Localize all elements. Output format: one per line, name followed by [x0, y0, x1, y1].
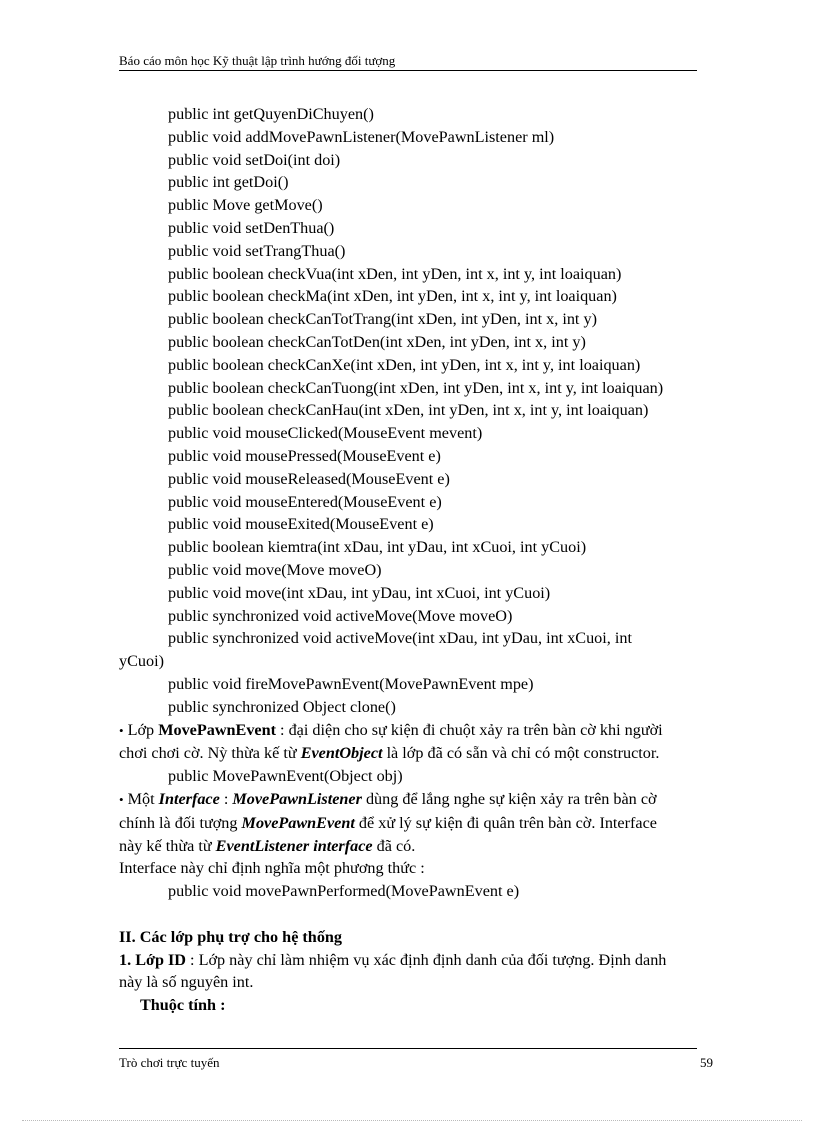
method-line: public int getQuyenDiChuyen() [168, 105, 374, 123]
method-line: public boolean checkMa(int xDen, int yDen, int x, int y, int loaiquan) [168, 287, 617, 306]
method-line: public synchronized void activeMove(Move moveO) [168, 606, 513, 625]
page-edge-divider [22, 1120, 802, 1121]
method-line: public boolean checkCanTotTrang(int xDen, int yDen, int x, int y) [168, 310, 597, 329]
method-line: public void fireMovePawnEvent(MovePawnEvent mpe) [168, 674, 534, 693]
subheading: Thuộc tính : [140, 996, 226, 1015]
method-line: public synchronized Object clone() [168, 697, 396, 716]
bullet-movepawnevent: • Lớp MovePawnEvent : đại diện cho sự kiện đi chuột xảy ra trên bàn cờ khi người [119, 720, 663, 739]
method-line-continuation: yCuoi) [119, 652, 164, 671]
method-line: public void mouseClicked(MouseEvent mevent) [168, 424, 483, 443]
method-line: public void move(int xDau, int yDau, int xCuoi, int yCuoi) [168, 583, 551, 602]
footer-divider [119, 1048, 697, 1049]
method-line: public int getDoi() [168, 173, 289, 192]
method-line: public Move getMove() [168, 196, 323, 215]
paragraph-line: này là số nguyên int. [119, 973, 254, 992]
method-line: public boolean checkCanTotDen(int xDen, int yDen, int x, int y) [168, 332, 586, 351]
method-line: public void movePawnPerformed(MovePawnEvent e) [168, 882, 520, 901]
method-line: public void mouseReleased(MouseEvent e) [168, 469, 450, 488]
method-line: public boolean kiemtra(int xDau, int yDau, int xCuoi, int yCuoi) [168, 538, 587, 557]
method-line: public void setTrangThua() [168, 241, 346, 260]
bullet-icon: • [119, 791, 124, 807]
paragraph-line: 1. Lớp ID : Lớp này chỉ làm nhiệm vụ xác định định danh của đối tượng. Định danh [119, 950, 667, 969]
bullet-icon: • [119, 722, 124, 738]
item-label: 1. Lớp ID [119, 950, 186, 969]
page-header [119, 53, 697, 71]
emphasis: Interface [158, 789, 220, 808]
document-body [119, 103, 759, 1017]
class-name: MovePawnEvent [158, 720, 276, 739]
method-line: public boolean checkVua(int xDen, int yDen, int x, int y, int loaiquan) [168, 264, 622, 283]
header-title: Báo cáo môn học Kỹ thuật lập trình hướng đối tượng [119, 53, 396, 68]
paragraph-line: chính là đối tượng MovePawnEvent để xử lý sự kiện đi quân trên bàn cờ. Interface [119, 813, 657, 832]
method-line-wrapped: public synchronized void activeMove(int xDau, int yDau, int xCuoi, int [168, 629, 632, 648]
emphasis: MovePawnEvent [241, 813, 355, 832]
emphasis: EventListener interface [215, 836, 373, 855]
method-line: public boolean checkCanTuong(int xDen, int yDen, int x, int y, int loaiquan) [168, 378, 664, 397]
method-line: public boolean checkCanXe(int xDen, int yDen, int x, int y, int loaiquan) [168, 355, 641, 374]
emphasis: MovePawnListener [232, 789, 362, 808]
method-line: public boolean checkCanHau(int xDen, int yDen, int x, int y, int loaiquan) [168, 401, 649, 420]
method-line: public void mouseExited(MouseEvent e) [168, 515, 434, 534]
section-heading: II. Các lớp phụ trợ cho hệ thống [119, 927, 343, 946]
method-line: public void mousePressed(MouseEvent e) [168, 446, 441, 465]
paragraph-line: chơi chơi cờ. Nỳ thừa kế từ EventObject là lớp đã có sẵn và chỉ có một constructor. [119, 744, 660, 763]
method-line: public void move(Move moveO) [168, 560, 382, 579]
method-line: public void addMovePawnListener(MovePawnListener ml) [168, 127, 555, 146]
emphasis: EventObject [300, 744, 383, 763]
constructor-line: public MovePawnEvent(Object obj) [168, 767, 403, 786]
page-number: 59 [700, 1055, 713, 1070]
paragraph-line: này kế thừa từ EventListener interface đã có. [119, 836, 416, 855]
footer-title: Trò chơi trực tuyến [119, 1055, 220, 1070]
method-line: public void setDenThua() [168, 218, 335, 237]
spacer [119, 903, 759, 926]
method-line: public void setDoi(int doi) [168, 150, 341, 169]
bullet-interface: • Một Interface : MovePawnListener dùng để lắng nghe sự kiện xảy ra trên bàn cờ [119, 789, 657, 808]
paragraph-line: Interface này chỉ định nghĩa một phương thức : [119, 859, 425, 878]
method-line: public void mouseEntered(MouseEvent e) [168, 492, 442, 511]
